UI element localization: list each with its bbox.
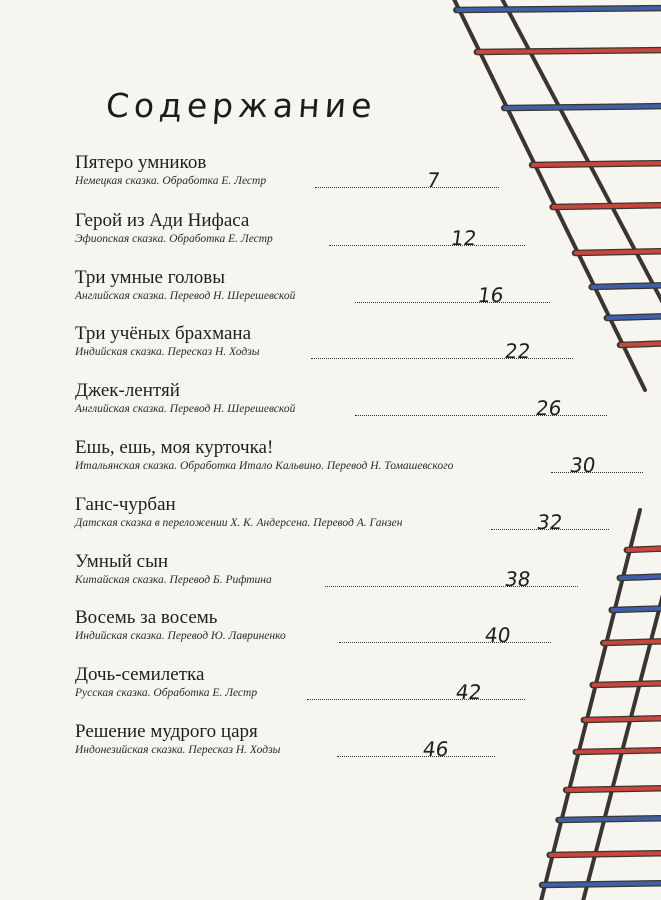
ladder-rung [593, 285, 661, 287]
toc-entry-subtitle: Эфиопская сказка. Обработка Е. Лестр [75, 233, 273, 245]
ladder-rung [621, 343, 661, 345]
toc-entry-title: Джек-лентяй [75, 380, 180, 401]
toc-page-number: 30 [568, 453, 598, 477]
toc-page-number: 38 [503, 567, 533, 591]
toc-entry-title: Три учёных брахмана [75, 323, 252, 344]
toc-entry-title: Ешь, ешь, моя курточка! [75, 437, 274, 458]
page-title: Содержание [104, 86, 378, 125]
ladder-rung [613, 608, 661, 610]
dot-leader [355, 302, 550, 303]
ladder-rung [604, 641, 661, 643]
toc-entry-subtitle: Китайская сказка. Перевод Б. Рифтина [75, 574, 272, 586]
toc-entry-subtitle: Индонезийская сказка. Пересказ Н. Ходзы [75, 744, 281, 756]
ladder-rung [533, 163, 661, 165]
toc-page-number: 40 [483, 623, 513, 647]
toc-page-number: 32 [535, 510, 565, 534]
toc-page-number: 26 [534, 396, 564, 420]
toc-entry-subtitle: Английская сказка. Перевод Н. Шерешевской [75, 403, 296, 415]
dot-leader [315, 187, 499, 188]
toc-entry-title: Умный сын [75, 551, 169, 572]
ladder-rung [505, 106, 661, 108]
ladder-rung [608, 316, 661, 318]
ladder-rung [457, 8, 661, 10]
toc-page-number: 22 [503, 339, 533, 363]
toc-entry-title: Решение мудрого царя [75, 721, 258, 742]
toc-page-number: 46 [421, 737, 451, 761]
toc-entry-title: Пятеро умников [75, 152, 207, 173]
ladder-rung [551, 853, 661, 855]
toc-entry-subtitle: Английская сказка. Перевод Н. Шерешевской [75, 290, 296, 302]
toc-page-number: 7 [425, 168, 442, 192]
toc-entry-subtitle: Немецкая сказка. Обработка Е. Лестр [75, 175, 267, 187]
ladder-rung [567, 788, 661, 790]
toc-entry-title: Восемь за восемь [75, 607, 218, 628]
ladder-rung [560, 818, 661, 820]
ladder-rung [585, 718, 661, 720]
dot-leader [339, 642, 551, 643]
toc-entry-subtitle: Индийская сказка. Перевод Ю. Лавриненко [75, 630, 286, 642]
toc-entry-title: Три умные головы [75, 267, 225, 288]
ladder-rung [594, 683, 661, 685]
toc-entry-subtitle: Русская сказка. Обработка Е. Лестр [75, 687, 258, 699]
dot-leader [311, 358, 573, 359]
dot-leader [329, 245, 525, 246]
toc-entry-subtitle: Датская сказка в переложении Х. К. Андерсена. Перевод А. Ганзен [75, 517, 403, 529]
toc-page-number: 42 [454, 680, 484, 704]
ladder-rung [628, 548, 661, 550]
toc-entry-subtitle: Индийская сказка. Пересказ Н. Ходзы [75, 346, 260, 358]
toc-page-number: 12 [449, 226, 479, 250]
ladder-rung [478, 50, 661, 52]
toc-page-number: 16 [476, 283, 506, 307]
dot-leader [307, 699, 525, 700]
dot-leader [325, 586, 578, 587]
ladder-rung [621, 576, 661, 578]
dot-leader [551, 472, 643, 473]
toc-entry-title: Дочь-семилетка [75, 664, 205, 685]
ladder-rail [540, 510, 640, 900]
ladder-rung [577, 750, 661, 752]
toc-entry-title: Герой из Ади Нифаса [75, 210, 250, 231]
toc-entry-subtitle: Итальянская сказка. Обработка Итало Кальвино. Перевод Н. Томашевского [75, 460, 454, 472]
ladder-rung [543, 883, 661, 885]
ladder-rail [452, 0, 645, 390]
ladder-rung [576, 251, 661, 253]
ladder-rung [554, 205, 661, 207]
dot-leader [355, 415, 607, 416]
dot-leader [337, 756, 495, 757]
toc-entry-title: Ганс-чурбан [75, 494, 176, 515]
